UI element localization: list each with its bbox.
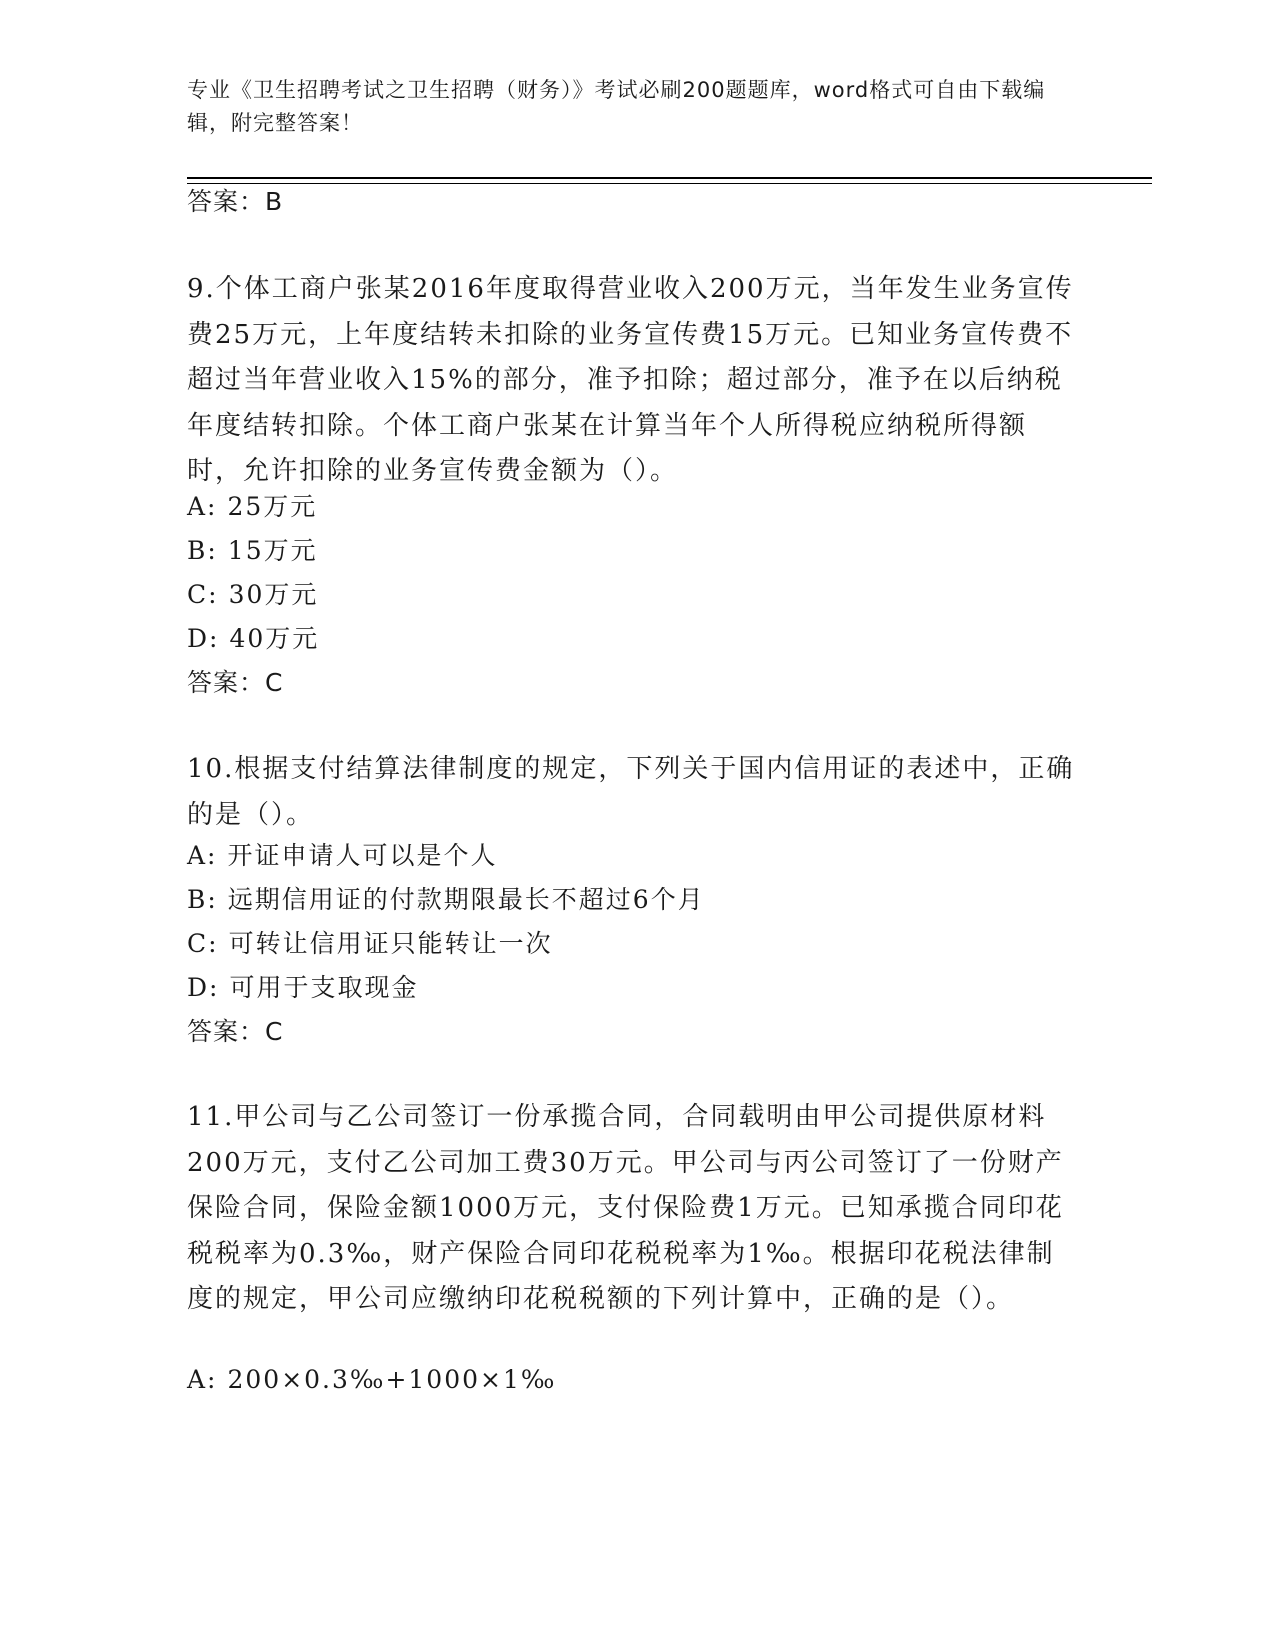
question-10-option-d — [187, 971, 418, 1005]
option-text: 40万元 — [229, 624, 320, 653]
option-text: 可用于支取现金 — [229, 973, 419, 1002]
option-text: 可转让信用证只能转让一次 — [228, 929, 553, 958]
header-divider-thick — [187, 177, 1152, 179]
question-11-text: 11.甲公司与乙公司签订一份承揽合同，合同载明由甲公司提供原材料200万元，支付乙公司加工费30万元。甲公司与丙公司签订了一份财产保险合同，保险金额1000万元，支付保险费1万元。已知承揽合同印花税税率为0.3‰，财产保险合同印花税税率为1‰。根据印花税法律制度的规定，甲公司应缴纳印花税税额的下列计算中，正确的是（）。 — [187, 1102, 1064, 1314]
option-text: 15万元 — [227, 536, 318, 565]
option-label: C: — [187, 929, 219, 958]
option-text: 200×0.3‰+1000×1‰ — [227, 1365, 557, 1394]
question-10-option-b — [187, 883, 705, 917]
question-9-option-d — [187, 622, 319, 656]
option-label: B: — [187, 885, 218, 914]
question-10-answer: 答案：C — [187, 1017, 284, 1046]
question-9-option-b — [187, 534, 318, 568]
option-text: 25万元 — [227, 492, 318, 521]
question-10-option-c — [187, 927, 553, 961]
option-label: D: — [187, 624, 220, 653]
option-label: A: — [187, 492, 218, 521]
option-label: A: — [187, 841, 218, 870]
previous-answer: 答案：B — [187, 187, 284, 216]
option-label: C: — [187, 580, 219, 609]
document-header: 专业《卫生招聘考试之卫生招聘（财务）》考试必刷200题题库，word格式可自由下载编辑，附完整答案！ — [187, 78, 1046, 135]
option-text: 开证申请人可以是个人 — [227, 841, 498, 870]
question-10-text: 10.根据支付结算法律制度的规定，下列关于国内信用证的表述中，正确的是（）。 — [187, 754, 1075, 830]
question-9-answer: 答案：C — [187, 668, 284, 697]
option-text: 远期信用证的付款期限最长不超过6个月 — [227, 885, 705, 914]
option-label: A: — [187, 1365, 218, 1394]
question-9-option-c — [187, 578, 318, 612]
option-label: D: — [187, 973, 220, 1002]
question-10-option-a — [187, 839, 498, 873]
question-11-option-a — [187, 1363, 556, 1397]
question-9-option-a — [187, 490, 317, 524]
option-label: B: — [187, 536, 218, 565]
header-divider-thin — [187, 183, 1152, 184]
option-text: 30万元 — [228, 580, 319, 609]
question-9-text: 9.个体工商户张某2016年度取得营业收入200万元，当年发生业务宣传费25万元，上年度结转未扣除的业务宣传费15万元。已知业务宣传费不超过当年营业收入15%的部分，准予扣除；超过部分，准予在以后纳税年度结转扣除。个体工商户张某在计算当年个人所得税应纳税所得额时，允许扣除的业务宣传费金额为（）。 — [187, 274, 1074, 486]
